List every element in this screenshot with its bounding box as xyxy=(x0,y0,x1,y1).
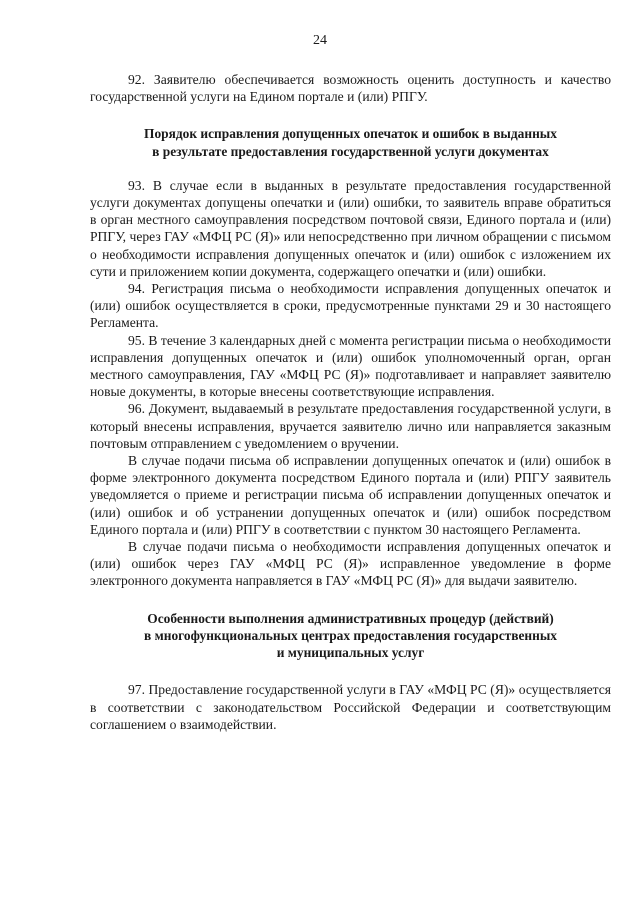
heading-line: в многофункциональных центрах предоставления государственных xyxy=(144,627,557,643)
heading-line: и муниципальных услуг xyxy=(276,645,425,661)
paragraph-97: 97. Предоставление государственной услуги в ГАУ «МФЦ РС (Я)» осуществляется в соответствии с законодательством Российской Федерации и соответствующим соглашением о взаимодействии. xyxy=(90,682,611,732)
paragraph-96-mfc: В случае подачи письма о необходимости исправления допущенных опечаток и (или) ошибок через ГАУ «МФЦ РС (Я)» исправленное уведомление в форме электронного документа направляется в ГАУ «МФЦ РС (Я)» для выдачи заявителю. xyxy=(90,539,611,589)
paragraph-96-electronic: В случае подачи письма об исправлении допущенных опечаток и (или) ошибок в форме электронного документа посредством Единого портала и (или) РПГУ заявитель уведомляется о приеме и регистрации письма об исправлении допущенных опечаток и (или) ошибок и об устранении допущенных опечаток и (или) ошибок посредством Единого портала и (или) РПГУ в соответствии с пунктом 30 настоящего Регламента. xyxy=(90,453,611,537)
paragraph-96: 96. Документ, выдаваемый в результате предоставления государственной услуги, в который внесены исправления, вручается заявителю лично или направляется заказным почтовым отправлением с уведомлением о вручении. xyxy=(90,401,611,451)
heading-line: Особенности выполнения административных процедур (действий) xyxy=(147,610,554,626)
page-content xyxy=(90,71,611,733)
page-number: 24 xyxy=(313,33,327,48)
section-heading-mfc xyxy=(90,610,611,662)
paragraph-93: 93. В случае если в выданных в результате предоставления государственной услуги документах допущены опечатки и (или) ошибки, то заявитель вправе обратиться в орган местного самоуправления посредством почтовой связи, Единого портала и (или) РПГУ, через ГАУ «МФЦ РС (Я)» или непосредственно при личном обращении с письмом о необходимости исправления допущенных опечаток и (или) ошибок с изложением их сути и приложением копии документа, содержащего опечатки и (или) ошибки. xyxy=(90,177,611,279)
paragraph-94: 94. Регистрация письма о необходимости исправления допущенных опечаток и (или) ошибок осуществляется в сроки, предусмотренные пунктами 29 и 30 настоящего Регламента. xyxy=(90,281,611,331)
heading-line: Порядок исправления допущенных опечаток и ошибок в выданных xyxy=(144,126,557,142)
paragraph-95: 95. В течение 3 календарных дней с момента регистрации письма о необходимости исправления допущенных опечаток и (или) ошибок уполномоченный орган, орган местного самоуправления, ГАУ «МФЦ РС (Я)» подготавливает и направляет заявителю новые документы, в которые внесены соответствующие исправления. xyxy=(90,332,611,400)
section-heading-corrections xyxy=(90,125,611,159)
heading-line: в результате предоставления государственной услуги документах xyxy=(152,143,549,159)
paragraph-92: 92. Заявителю обеспечивается возможность оценить доступность и качество государственной услуги на Едином портале и (или) РПГУ. xyxy=(90,72,611,105)
